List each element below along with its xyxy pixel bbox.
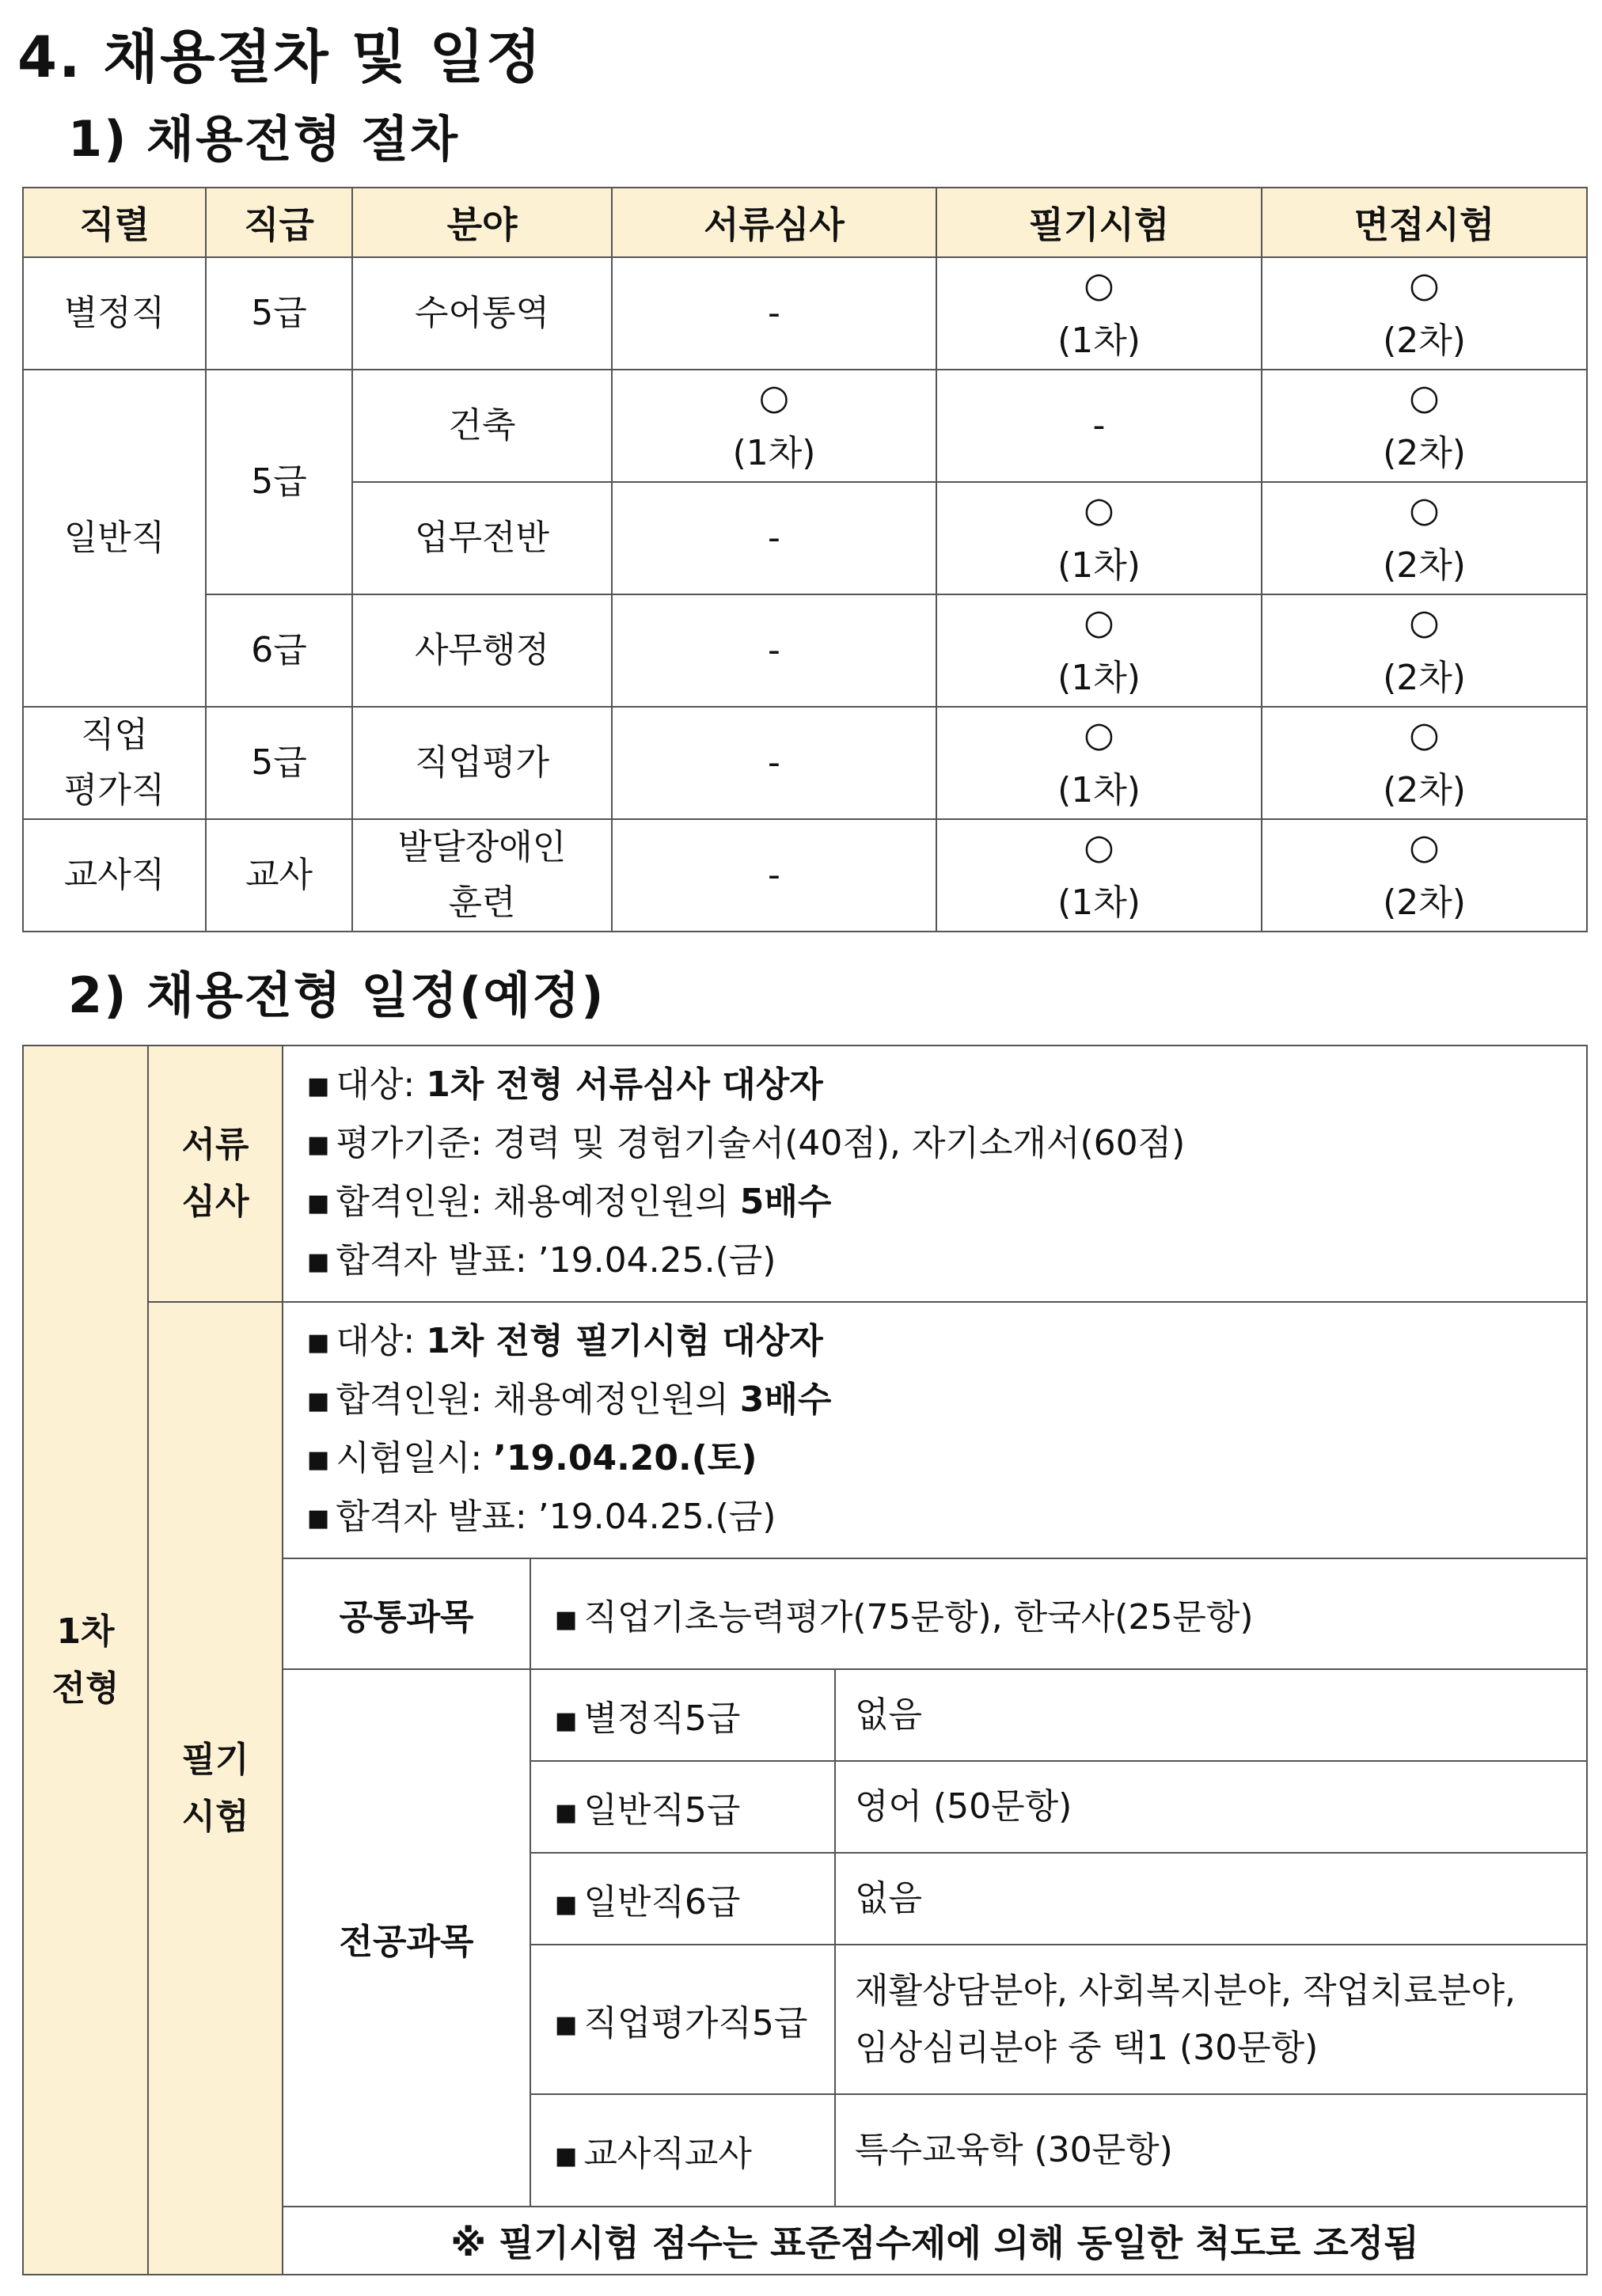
series-line2: 평가직 [63, 770, 165, 810]
bullet-icon: ■ [555, 2011, 578, 2039]
cell-field: 업무전반 [352, 482, 612, 594]
header-grade: 직급 [206, 188, 352, 257]
bullet-icon: ■ [307, 1387, 330, 1415]
written-date-label: 시험일시: [336, 1438, 494, 1478]
doc-review-details [283, 1046, 1587, 1302]
list-item [307, 1313, 1586, 1372]
stage-line2: 전형 [51, 1668, 120, 1709]
series-line1: 직업 [80, 715, 148, 755]
stage-label: (2차) [1383, 770, 1466, 810]
header-document-review: 서류심사 [612, 188, 936, 257]
major-item-label: 일반직6급 [583, 1882, 741, 1922]
major-item [530, 1761, 835, 1853]
cell-stage [1262, 257, 1587, 370]
bullet-icon: ■ [307, 1190, 330, 1217]
cell-field: 사무행정 [352, 594, 612, 707]
cell-grade: 5급 [206, 370, 352, 594]
doc-announce: 합격자 발표: ’19.04.25.(금) [336, 1240, 776, 1281]
table-row [23, 1046, 1587, 1302]
written-announce: 합격자 발표: ’19.04.25.(금) [336, 1497, 776, 1537]
stage-label: (1차) [1057, 882, 1141, 923]
table-row [23, 819, 1587, 932]
stage-label: (2차) [1383, 545, 1466, 586]
cell-field: 건축 [352, 370, 612, 482]
cell-stage [1262, 594, 1587, 707]
cell-dash: - [936, 370, 1262, 482]
cell-stage [936, 257, 1262, 370]
stage-label: (1차) [732, 433, 816, 473]
cell-stage [1262, 370, 1587, 482]
cell-dash: - [612, 257, 936, 370]
doc-review-label [148, 1046, 283, 1302]
cell-field: 직업평가 [352, 707, 612, 819]
cell-stage [612, 370, 936, 482]
bullet-icon: ■ [555, 2142, 578, 2170]
circle-mark: ○ [1409, 827, 1440, 867]
major-item-label: 일반직5급 [583, 1790, 741, 1831]
cell-grade: 교사 [206, 819, 352, 932]
cell-stage [1262, 707, 1587, 819]
list-item [307, 1372, 1586, 1430]
written-pass-label: 합격인원: 채용예정인원의 [336, 1379, 740, 1420]
circle-mark: ○ [1084, 827, 1114, 867]
written-exam-details [283, 1302, 1587, 1558]
list-item [307, 1057, 1586, 1115]
major-item-label: 교사직교사 [583, 2134, 752, 2174]
circle-mark: ○ [1409, 602, 1440, 643]
major-desc: 영어 (50문항) [835, 1761, 1587, 1853]
table-row [23, 370, 1587, 482]
bullet-icon: ■ [307, 1248, 330, 1276]
major-desc [835, 1945, 1587, 2094]
cell-grade: 5급 [206, 707, 352, 819]
circle-mark: ○ [1409, 378, 1440, 418]
cell-series [23, 707, 206, 819]
cell-series: 별정직 [23, 257, 206, 370]
bullet-icon: ■ [307, 1329, 330, 1357]
doc-target-value: 1차 전형 서류심사 대상자 [426, 1065, 823, 1105]
circle-mark: ○ [1084, 602, 1114, 643]
header-field: 분야 [352, 188, 612, 257]
doc-pass-value: 5배수 [739, 1182, 832, 1222]
cell-dash: - [612, 707, 936, 819]
list-item [307, 1430, 1586, 1489]
major-desc: 특수교육학 (30문항) [835, 2094, 1587, 2207]
schedule-table [22, 1045, 1588, 2275]
bullet-icon: ■ [307, 1505, 330, 1532]
doc-label-line2: 심사 [181, 1182, 249, 1222]
written-target-value: 1차 전형 필기시험 대상자 [426, 1321, 823, 1361]
subsection-title-procedure: 1) 채용전형 절차 [68, 110, 459, 168]
circle-mark: ○ [1409, 265, 1440, 306]
major-subject-label: 전공과목 [283, 1669, 530, 2207]
stage-label: (1차) [1057, 321, 1141, 361]
circle-mark: ○ [1409, 715, 1440, 755]
list-item [307, 1174, 1586, 1232]
circle-mark: ○ [1084, 265, 1114, 306]
major-item [530, 1669, 835, 1761]
note: ※ 필기시험 점수는 표준점수제에 의해 동일한 척도로 조정됨 [283, 2207, 1587, 2275]
cell-series: 교사직 [23, 819, 206, 932]
bullet-icon: ■ [555, 1798, 578, 1827]
bullet-icon: ■ [307, 1072, 330, 1100]
written-date-value: ’19.04.20.(토) [493, 1438, 757, 1478]
stage-label: (2차) [1383, 321, 1466, 361]
doc-target-label: 대상: [336, 1065, 427, 1105]
common-subject-label: 공통과목 [283, 1558, 530, 1669]
list-item [307, 1232, 1586, 1291]
stage-label: (2차) [1383, 433, 1466, 473]
field-line1: 발달장애인 [397, 827, 567, 867]
written-label-line1: 필기 [181, 1739, 249, 1780]
written-exam-label [148, 1302, 283, 2275]
major-desc: 없음 [835, 1853, 1587, 1945]
cell-grade: 6급 [206, 594, 352, 707]
major-item-label: 직업평가직5급 [583, 2002, 808, 2044]
cell-dash: - [612, 819, 936, 932]
bullet-icon: ■ [555, 1890, 578, 1918]
circle-mark: ○ [1409, 490, 1440, 530]
bullet-icon: ■ [307, 1446, 330, 1474]
circle-mark: ○ [1084, 715, 1114, 755]
major-desc: 없음 [835, 1669, 1587, 1761]
table-row [23, 707, 1587, 819]
cell-stage [936, 594, 1262, 707]
stage-label: (1차) [1057, 658, 1141, 698]
header-series: 직렬 [23, 188, 206, 257]
stage-label: (1차) [1057, 770, 1141, 810]
common-subject-value [530, 1558, 1587, 1669]
major-item [530, 1853, 835, 1945]
subsection-title-schedule: 2) 채용전형 일정(예정) [68, 966, 605, 1024]
header-written-exam: 필기시험 [936, 188, 1262, 257]
doc-pass-label: 합격인원: 채용예정인원의 [336, 1182, 740, 1222]
section-title: 4. 채용절차 및 일정 [17, 24, 543, 90]
cell-field: 수어통역 [352, 257, 612, 370]
list-item [307, 1115, 1586, 1174]
common-subject-text: 직업기초능력평가(75문항), 한국사(25문항) [583, 1597, 1254, 1638]
major-item [530, 2094, 835, 2207]
stage-label: (2차) [1383, 658, 1466, 698]
cell-stage [936, 482, 1262, 594]
table-row [23, 594, 1587, 707]
procedure-header-row [23, 188, 1587, 257]
cell-field [352, 819, 612, 932]
major-item [530, 1945, 835, 2094]
written-pass-value: 3배수 [739, 1379, 832, 1420]
bullet-icon: ■ [555, 1706, 578, 1735]
table-row [23, 257, 1587, 370]
cell-stage [1262, 819, 1587, 932]
table-row [23, 1302, 1587, 1558]
list-item [307, 1489, 1586, 1547]
circle-mark: ○ [1084, 490, 1114, 530]
cell-stage [936, 819, 1262, 932]
written-label-line2: 시험 [181, 1796, 249, 1837]
circle-mark: ○ [758, 378, 790, 418]
field-line2: 훈련 [448, 882, 516, 923]
major-desc-line1: 재활상담분야, 사회복지분야, 작업치료분야, [855, 1970, 1517, 2011]
major-item-label: 별정직5급 [583, 1698, 741, 1739]
bullet-icon: ■ [555, 1605, 578, 1634]
cell-dash: - [612, 482, 936, 594]
doc-label-line1: 서류 [181, 1125, 249, 1165]
cell-dash: - [612, 594, 936, 707]
cell-grade: 5급 [206, 257, 352, 370]
cell-series: 일반직 [23, 370, 206, 707]
stage-label: (2차) [1383, 882, 1466, 923]
major-desc-line2: 임상심리분야 중 택1 (30문항) [855, 2027, 1319, 2068]
cell-stage [936, 707, 1262, 819]
bullet-icon: ■ [307, 1131, 330, 1159]
cell-stage [1262, 482, 1587, 594]
header-interview: 면접시험 [1262, 188, 1587, 257]
stage-label: (1차) [1057, 545, 1141, 586]
stage-line1: 1차 [56, 1611, 115, 1652]
doc-criteria: 평가기준: 경력 및 경험기술서(40점), 자기소개서(60점) [336, 1123, 1186, 1163]
procedure-table [22, 187, 1588, 932]
written-target-label: 대상: [336, 1321, 427, 1361]
stage-cell [23, 1046, 148, 2275]
